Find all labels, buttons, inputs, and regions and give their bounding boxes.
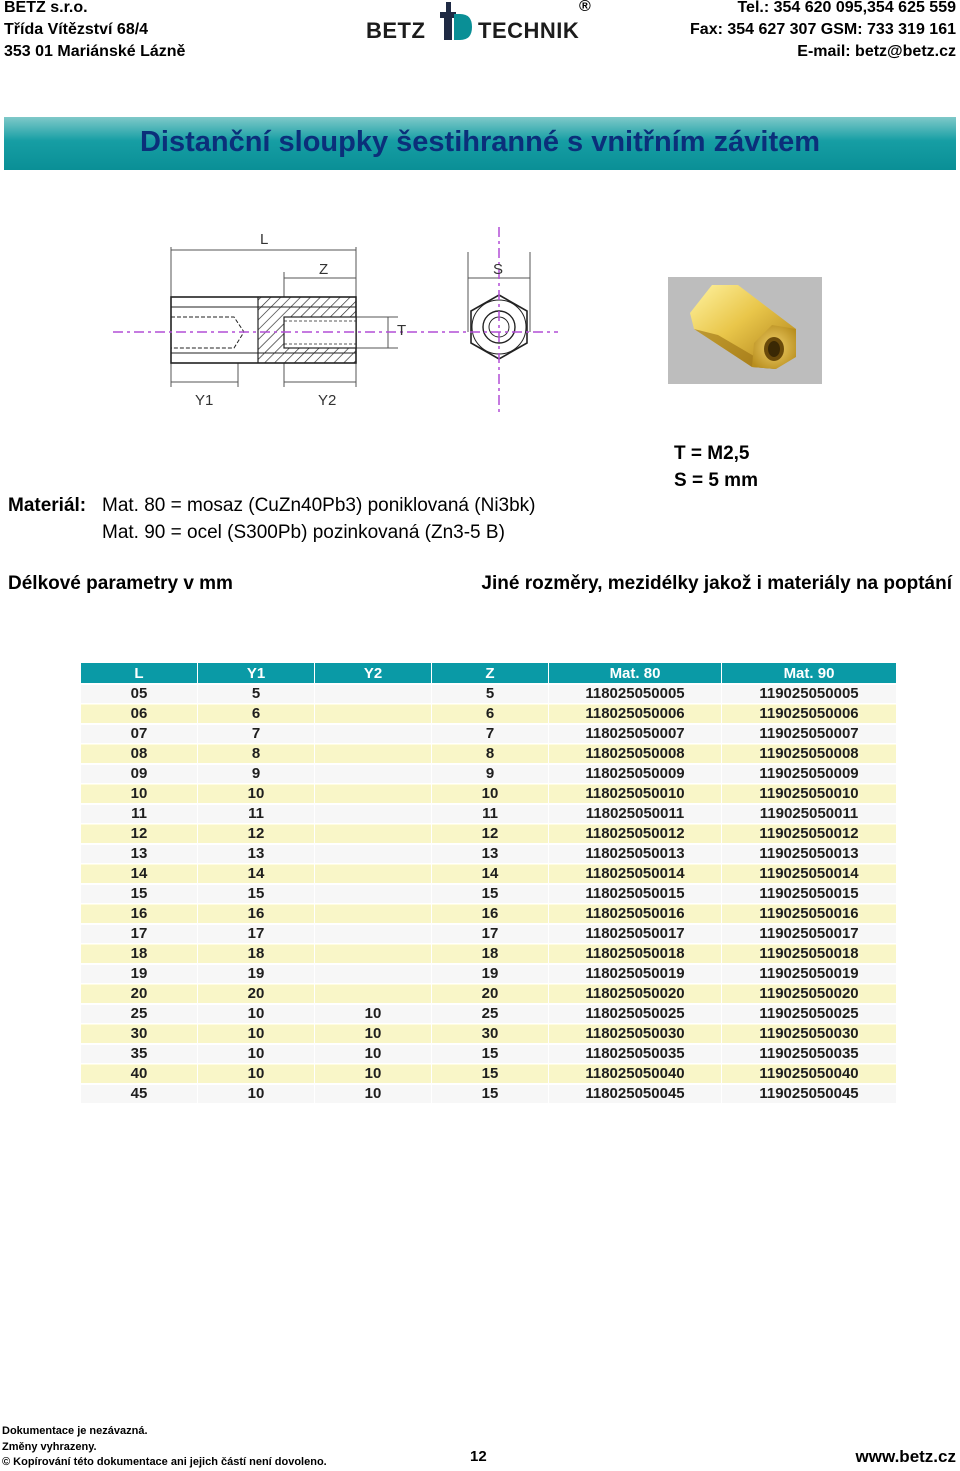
cell-y1: 10 bbox=[198, 1044, 315, 1064]
cell-z: 12 bbox=[432, 824, 549, 844]
cell-y1: 11 bbox=[198, 804, 315, 824]
footer-note-2: Změny vyhrazeny. bbox=[2, 1440, 97, 1453]
cell-y2 bbox=[315, 724, 432, 744]
cell-y2: 10 bbox=[315, 1044, 432, 1064]
table-row bbox=[81, 724, 897, 744]
cell-y1: 8 bbox=[198, 744, 315, 764]
cell-z: 30 bbox=[432, 1024, 549, 1044]
logo-text-betz: BETZ bbox=[366, 18, 426, 43]
table-row bbox=[81, 984, 897, 1004]
cell-z: 13 bbox=[432, 844, 549, 864]
cell-l: 12 bbox=[81, 824, 198, 844]
spec-thread: T = M2,5 bbox=[674, 443, 750, 464]
cell-y2 bbox=[315, 864, 432, 884]
cell-y1: 7 bbox=[198, 724, 315, 744]
label-T: T bbox=[397, 322, 407, 339]
table-row bbox=[81, 684, 897, 704]
label-S: S bbox=[493, 261, 504, 278]
table-row bbox=[81, 764, 897, 784]
cell-y2: 10 bbox=[315, 1064, 432, 1084]
table-header-row bbox=[81, 663, 897, 684]
cell-y1: 17 bbox=[198, 924, 315, 944]
column-header-mat80: Mat. 80 bbox=[549, 663, 722, 684]
cell-mat80: 118025050010 bbox=[549, 784, 722, 804]
cell-l: 11 bbox=[81, 804, 198, 824]
cell-y2 bbox=[315, 804, 432, 824]
table-row bbox=[81, 944, 897, 964]
cell-l: 20 bbox=[81, 984, 198, 1004]
cell-y2 bbox=[315, 944, 432, 964]
page-title: Distanční sloupky šestihranné s vnitřním závitem bbox=[139, 126, 821, 158]
label-L: L bbox=[260, 231, 269, 248]
column-header-y1: Y1 bbox=[198, 663, 315, 684]
cell-l: 14 bbox=[81, 864, 198, 884]
material-line-1: Mat. 80 = mosaz (CuZn40Pb3) poniklovaná (Ni3bk) bbox=[102, 495, 536, 516]
cell-z: 7 bbox=[432, 724, 549, 744]
cell-l: 05 bbox=[81, 684, 198, 704]
cell-y1: 10 bbox=[198, 1024, 315, 1044]
cell-z: 15 bbox=[432, 1044, 549, 1064]
table-row bbox=[81, 964, 897, 984]
technical-drawing bbox=[108, 222, 578, 417]
cell-mat90: 119025050013 bbox=[722, 844, 897, 864]
cell-y1: 12 bbox=[198, 824, 315, 844]
cell-z: 14 bbox=[432, 864, 549, 884]
company-name: BETZ s.r.o. bbox=[4, 0, 88, 16]
cell-l: 06 bbox=[81, 704, 198, 724]
cell-y2 bbox=[315, 784, 432, 804]
label-Y2: Y2 bbox=[318, 392, 337, 409]
company-city: 353 01 Mariánské Lázně bbox=[4, 43, 186, 60]
cell-y1: 16 bbox=[198, 904, 315, 924]
cell-mat90: 119025050012 bbox=[722, 824, 897, 844]
cell-y2 bbox=[315, 704, 432, 724]
cell-z: 20 bbox=[432, 984, 549, 1004]
cell-mat80: 118025050015 bbox=[549, 884, 722, 904]
footer-notes bbox=[2, 1424, 327, 1471]
cell-mat80: 118025050016 bbox=[549, 904, 722, 924]
other-dimensions-note: Jiné rozměry, mezidélky jakož i materiály na poptání bbox=[481, 573, 952, 594]
contact-fax: Fax: 354 627 307 GSM: 733 319 161 bbox=[690, 21, 956, 38]
cell-l: 40 bbox=[81, 1064, 198, 1084]
cell-mat90: 119025050008 bbox=[722, 744, 897, 764]
table-row bbox=[81, 904, 897, 924]
cell-z: 25 bbox=[432, 1004, 549, 1024]
cell-l: 13 bbox=[81, 844, 198, 864]
table-row bbox=[81, 844, 897, 864]
cell-y2 bbox=[315, 844, 432, 864]
cell-mat80: 118025050012 bbox=[549, 824, 722, 844]
cell-y2 bbox=[315, 924, 432, 944]
cell-y2 bbox=[315, 764, 432, 784]
cell-mat80: 118025050005 bbox=[549, 684, 722, 704]
cell-mat90: 119025050035 bbox=[722, 1044, 897, 1064]
table-row bbox=[81, 1044, 897, 1064]
cell-l: 09 bbox=[81, 764, 198, 784]
cell-z: 15 bbox=[432, 1084, 549, 1104]
product-photo bbox=[668, 277, 822, 384]
cell-mat80: 118025050025 bbox=[549, 1004, 722, 1024]
betz-technik-logo bbox=[366, 0, 596, 46]
cell-mat90: 119025050007 bbox=[722, 724, 897, 744]
cell-y2 bbox=[315, 984, 432, 1004]
spec-block bbox=[674, 440, 758, 494]
cell-l: 30 bbox=[81, 1024, 198, 1044]
cell-z: 18 bbox=[432, 944, 549, 964]
cell-z: 10 bbox=[432, 784, 549, 804]
table-row bbox=[81, 1004, 897, 1024]
cell-z: 8 bbox=[432, 744, 549, 764]
page-number: 12 bbox=[470, 1448, 487, 1465]
cell-y1: 14 bbox=[198, 864, 315, 884]
cell-y2 bbox=[315, 824, 432, 844]
material-line-2: Mat. 90 = ocel (S300Pb) pozinkovaná (Zn3-5 B) bbox=[102, 522, 505, 543]
cell-y2 bbox=[315, 884, 432, 904]
cell-y1: 10 bbox=[198, 784, 315, 804]
table-row bbox=[81, 704, 897, 724]
cell-mat90: 119025050045 bbox=[722, 1084, 897, 1104]
column-header-mat90: Mat. 90 bbox=[722, 663, 897, 684]
column-header-z: Z bbox=[432, 663, 549, 684]
cell-z: 11 bbox=[432, 804, 549, 824]
cell-mat90: 119025050014 bbox=[722, 864, 897, 884]
cell-mat90: 119025050005 bbox=[722, 684, 897, 704]
cell-y2: 10 bbox=[315, 1024, 432, 1044]
cell-mat80: 118025050020 bbox=[549, 984, 722, 1004]
cell-y1: 15 bbox=[198, 884, 315, 904]
cell-mat80: 118025050030 bbox=[549, 1024, 722, 1044]
cell-z: 5 bbox=[432, 684, 549, 704]
cell-y1: 10 bbox=[198, 1004, 315, 1024]
cell-z: 15 bbox=[432, 884, 549, 904]
cell-y2 bbox=[315, 744, 432, 764]
cell-y1: 19 bbox=[198, 964, 315, 984]
cell-y2 bbox=[315, 904, 432, 924]
cell-y2: 10 bbox=[315, 1084, 432, 1104]
title-banner bbox=[4, 117, 956, 170]
cell-mat90: 119025050017 bbox=[722, 924, 897, 944]
registered-mark: ® bbox=[579, 0, 591, 15]
table-row bbox=[81, 784, 897, 804]
column-header-l: L bbox=[81, 663, 198, 684]
cell-mat80: 118025050045 bbox=[549, 1084, 722, 1104]
company-street: Třída Vítězství 68/4 bbox=[4, 21, 149, 38]
cell-z: 19 bbox=[432, 964, 549, 984]
table-row bbox=[81, 744, 897, 764]
cell-l: 16 bbox=[81, 904, 198, 924]
cell-y2 bbox=[315, 684, 432, 704]
cell-y1: 5 bbox=[198, 684, 315, 704]
table-row bbox=[81, 1084, 897, 1104]
cell-mat80: 118025050011 bbox=[549, 804, 722, 824]
cell-mat90: 119025050015 bbox=[722, 884, 897, 904]
material-label: Materiál: bbox=[8, 495, 87, 516]
column-header-y2: Y2 bbox=[315, 663, 432, 684]
cell-z: 16 bbox=[432, 904, 549, 924]
logo-text-technik: TECHNIK bbox=[478, 18, 580, 43]
cell-mat90: 119025050009 bbox=[722, 764, 897, 784]
cell-mat80: 118025050009 bbox=[549, 764, 722, 784]
cell-y1: 9 bbox=[198, 764, 315, 784]
cell-l: 25 bbox=[81, 1004, 198, 1024]
cell-l: 10 bbox=[81, 784, 198, 804]
cell-l: 15 bbox=[81, 884, 198, 904]
cell-mat90: 119025050011 bbox=[722, 804, 897, 824]
cell-z: 17 bbox=[432, 924, 549, 944]
table-row bbox=[81, 824, 897, 844]
cell-mat90: 119025050020 bbox=[722, 984, 897, 1004]
company-address bbox=[4, 0, 185, 63]
cell-mat80: 118025050014 bbox=[549, 864, 722, 884]
cell-mat80: 118025050013 bbox=[549, 844, 722, 864]
footer-website-link[interactable]: www.betz.cz bbox=[855, 1447, 956, 1466]
table-row bbox=[81, 804, 897, 824]
cell-mat80: 118025050006 bbox=[549, 704, 722, 724]
cell-mat90: 119025050025 bbox=[722, 1004, 897, 1024]
cell-l: 45 bbox=[81, 1084, 198, 1104]
cell-y1: 10 bbox=[198, 1084, 315, 1104]
logo-mark-icon bbox=[436, 0, 476, 44]
table-row bbox=[81, 884, 897, 904]
table-row bbox=[81, 864, 897, 884]
cell-mat90: 119025050019 bbox=[722, 964, 897, 984]
table-row bbox=[81, 1064, 897, 1084]
label-Z: Z bbox=[319, 261, 329, 278]
length-params-heading: Délkové parametry v mm bbox=[8, 573, 233, 594]
cell-mat90: 119025050040 bbox=[722, 1064, 897, 1084]
footer-note-3: © Kopírování této dokumentace ani jejich částí není dovoleno. bbox=[2, 1456, 327, 1468]
cell-mat80: 118025050007 bbox=[549, 724, 722, 744]
cell-mat90: 119025050010 bbox=[722, 784, 897, 804]
contact-email: E-mail: betz@betz.cz bbox=[797, 43, 956, 60]
cell-l: 19 bbox=[81, 964, 198, 984]
cell-mat90: 119025050016 bbox=[722, 904, 897, 924]
table-body bbox=[81, 684, 897, 1104]
cell-l: 18 bbox=[81, 944, 198, 964]
company-contact bbox=[690, 0, 956, 63]
contact-tel: Tel.: 354 620 095,354 625 559 bbox=[737, 0, 956, 16]
cell-mat80: 118025050017 bbox=[549, 924, 722, 944]
label-Y1: Y1 bbox=[195, 392, 214, 409]
dimensions-table bbox=[80, 662, 897, 1104]
cell-mat80: 118025050008 bbox=[549, 744, 722, 764]
cell-y2: 10 bbox=[315, 1004, 432, 1024]
cell-l: 07 bbox=[81, 724, 198, 744]
cell-z: 9 bbox=[432, 764, 549, 784]
cell-mat90: 119025050006 bbox=[722, 704, 897, 724]
cell-y1: 13 bbox=[198, 844, 315, 864]
cell-l: 08 bbox=[81, 744, 198, 764]
cell-l: 35 bbox=[81, 1044, 198, 1064]
cell-mat90: 119025050030 bbox=[722, 1024, 897, 1044]
table-row bbox=[81, 924, 897, 944]
material-block bbox=[8, 492, 536, 546]
cell-y1: 18 bbox=[198, 944, 315, 964]
cell-y1: 20 bbox=[198, 984, 315, 1004]
cell-y1: 10 bbox=[198, 1064, 315, 1084]
cell-mat80: 118025050035 bbox=[549, 1044, 722, 1064]
footer-note-1: Dokumentace je nezávazná. bbox=[2, 1425, 148, 1437]
cell-z: 15 bbox=[432, 1064, 549, 1084]
cell-mat80: 118025050019 bbox=[549, 964, 722, 984]
cell-z: 6 bbox=[432, 704, 549, 724]
spec-size: S = 5 mm bbox=[674, 470, 758, 491]
cell-mat80: 118025050040 bbox=[549, 1064, 722, 1084]
cell-y1: 6 bbox=[198, 704, 315, 724]
table-row bbox=[81, 1024, 897, 1044]
cell-mat80: 118025050018 bbox=[549, 944, 722, 964]
cell-y2 bbox=[315, 964, 432, 984]
cell-mat90: 119025050018 bbox=[722, 944, 897, 964]
cell-l: 17 bbox=[81, 924, 198, 944]
